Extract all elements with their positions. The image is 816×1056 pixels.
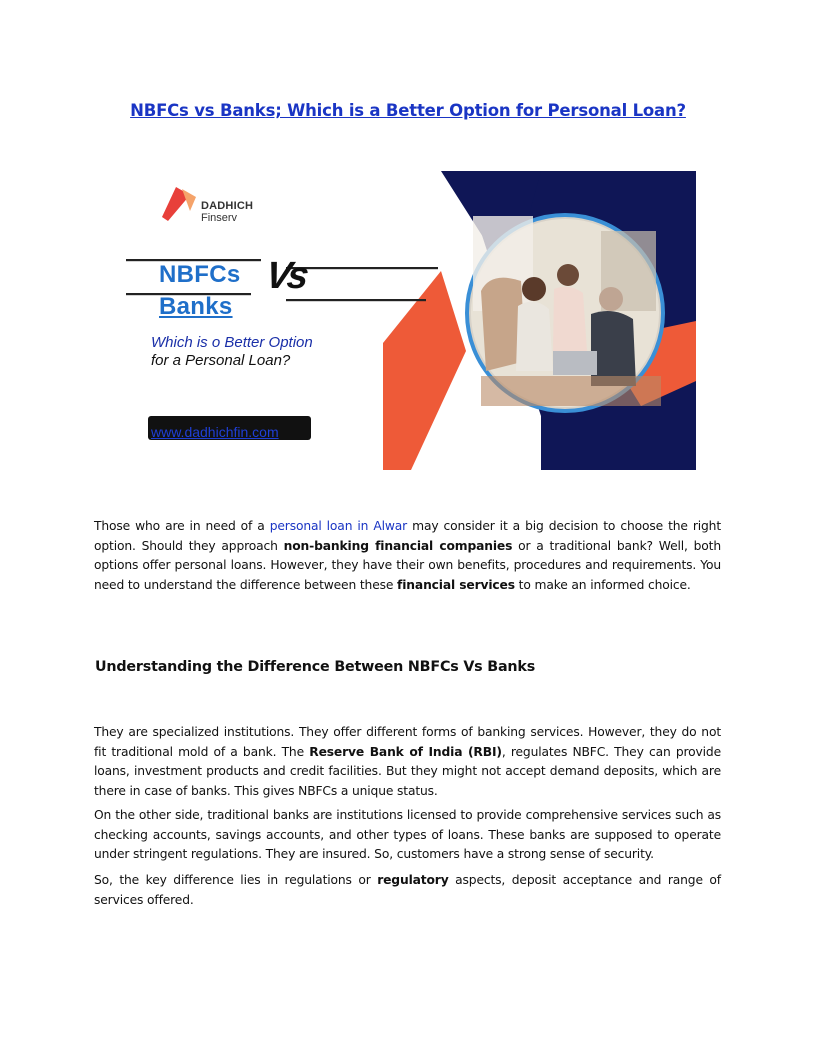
paragraph-1 [94,723,721,801]
p3-text-2: aspects, deposit acceptance and range of services offered. [94,873,721,907]
p1-text-2: , regulates NBFC. They can provide loans, investment products and credit facilities. But they might not accept demand deposits, which are there in case of banks. This gives NBFCs a unique status. [94,744,721,798]
p3-text-1: So, the key difference lies in regulations or [94,873,378,887]
logo-icon [162,187,196,223]
logo-line1: DADHICH [201,200,254,212]
photo-table [481,376,661,406]
p1-text-1: They are specialized institutions. They offer different forms of banking services. However, they do not fit traditional mold of a bank. The [94,725,721,759]
personal-loan-link[interactable]: personal loan in Alwar [269,519,408,533]
banner-url[interactable]: www.dadhichfin.com [151,424,279,440]
paragraph-2: On the other side, traditional banks are institutions licensed to provide comprehensive services such as checking accounts, savings accounts, and other types of loans. These banks are supposed to operate under stringent regulations. They are insured. So, customers have a strong sense of security. [94,808,721,861]
photo-laptop [553,351,597,375]
intro-text-2: may consider it a big decision to choose the right option. Should they approach [94,519,721,553]
banner-nbfcs: NBFCs [159,261,241,288]
section-heading: Understanding the Difference Between NBFCs Vs Banks [95,659,536,675]
intro-text-1: Those who are in need of a [94,519,270,533]
p3-bold-1: regulatory [377,873,449,887]
paragraph-3 [94,871,721,910]
intro-paragraph [94,517,721,595]
intro-bold-2: financial services [397,577,515,592]
person3-head [599,287,623,311]
banner-subtitle-line1: Which is o Better Option [151,334,313,351]
p1-bold-1: Reserve Bank of India (RBI) [309,744,502,759]
banner-subtitle-line2: for a Personal Loan? [151,352,291,369]
document-title[interactable]: NBFCs vs Banks; Which is a Better Option for Personal Loan? [130,101,686,120]
banner-vs: Vs [263,255,308,297]
banner-image [121,171,696,470]
banner-banks: Banks [159,293,233,320]
logo-text [201,200,253,224]
person2-head [557,264,579,286]
person3-body [591,311,636,386]
intro-text-3: or a traditional bank? Well, both options offer personal loans. However, they have their own benefits, procedures and requirements. You need to understand the difference between these [94,538,721,592]
intro-text-4: to make an informed choice. [514,577,691,592]
person1-body [516,302,553,371]
person2-body [553,287,587,351]
logo-line2: Finserv [201,212,238,224]
person1-head [522,277,546,301]
intro-bold-1: non-banking financial companies [283,538,513,553]
url-box [148,416,311,440]
